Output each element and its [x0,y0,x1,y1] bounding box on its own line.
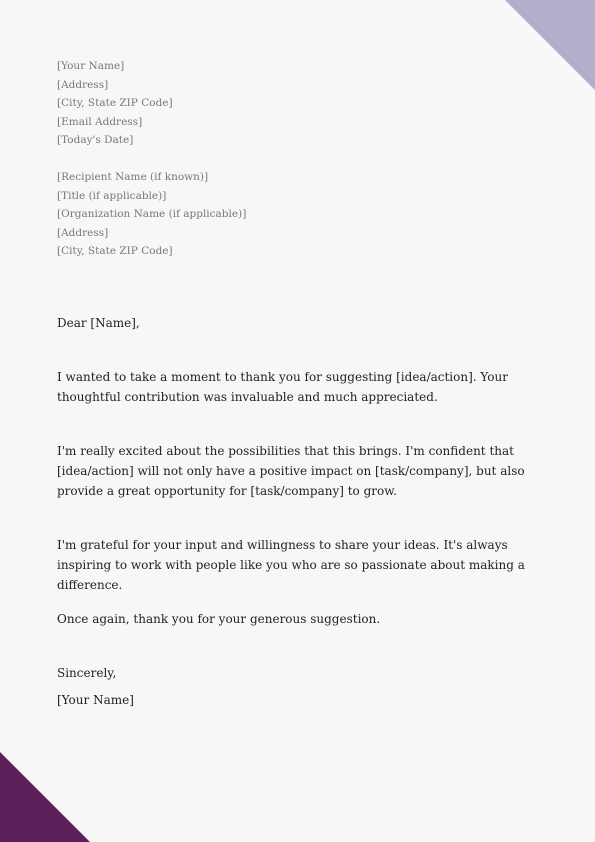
recipient-name: [Recipient Name (if known)] [57,171,209,183]
decorative-corner-bottom-left [0,752,90,842]
body-paragraph-4: Once again, thank you for your generous suggestion. [57,612,381,626]
closing: Sincerely, [57,666,117,680]
sender-address: [Address] [57,78,109,91]
letter-document [57,57,547,707]
body-paragraph-2: I'm really excited about the possibilities that this brings. I'm confident that [idea/action] will not only have a positive impact on [task/company], but also provide a great opportunity for [task/company] to grow. [57,444,525,498]
salutation: Dear [Name], [57,316,140,330]
signature: [Your Name] [57,693,134,707]
recipient-organization: [Organization Name (if applicable)] [57,208,247,220]
recipient-title: [Title (if applicable)] [57,189,167,202]
sender-name: [Your Name] [57,60,125,72]
letter-date: [Today's Date] [57,134,134,146]
recipient-block [57,168,547,261]
sender-block [57,57,547,150]
sender-city-state-zip: [City, State ZIP Code] [57,97,173,109]
recipient-address: [Address] [57,226,109,239]
recipient-city-state-zip: [City, State ZIP Code] [57,245,173,257]
body-paragraph-1: I wanted to take a moment to thank you for suggesting [idea/action]. Your thoughtful contribution was invaluable and much appreciated. [57,370,508,404]
sender-email: [Email Address] [57,115,143,128]
body-paragraph-3: I'm grateful for your input and willingness to share your ideas. It's always inspiring to work with people like you who are so passionate about making a difference. [57,538,525,592]
